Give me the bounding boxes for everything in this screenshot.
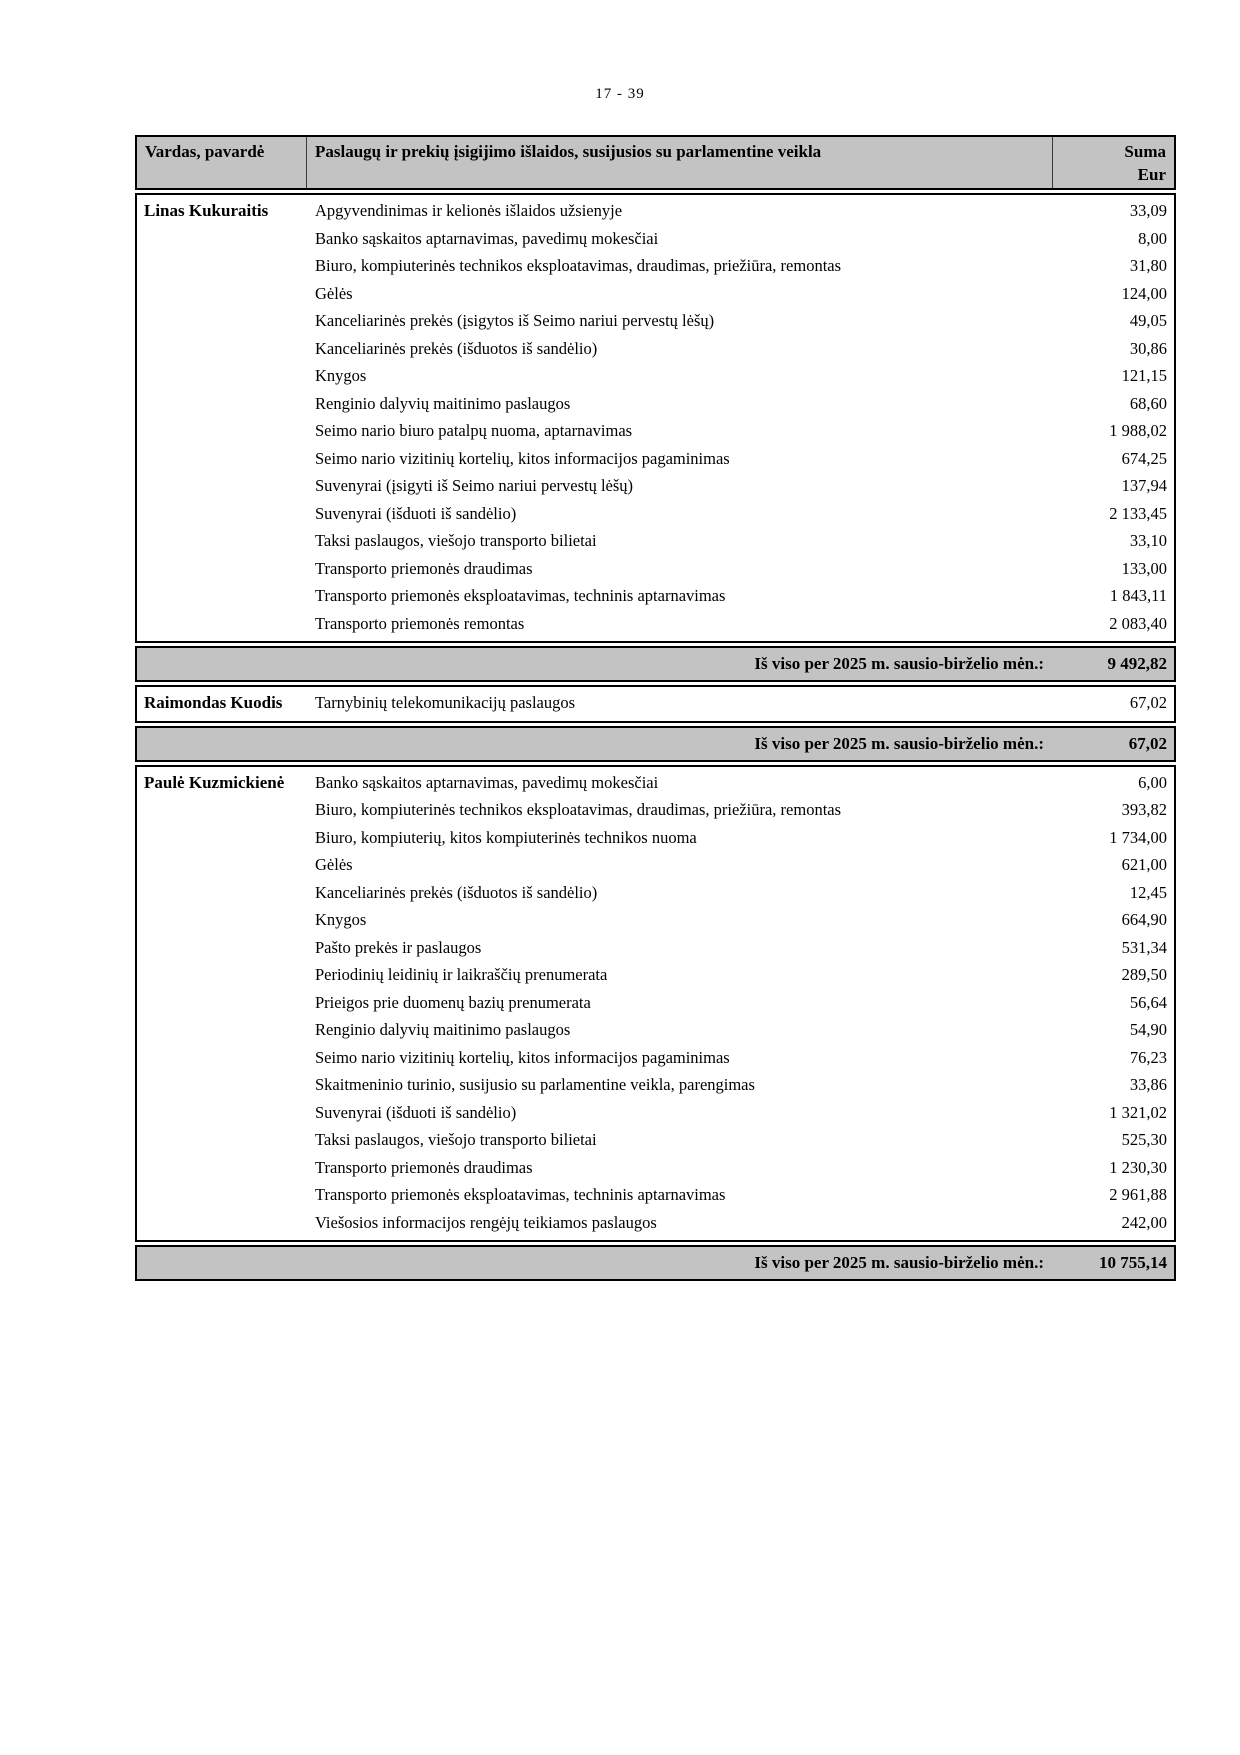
expense-amount: 1 230,30 — [1109, 1157, 1167, 1177]
page-number: 17 - 39 — [595, 86, 645, 102]
table-row — [315, 689, 1174, 717]
table-header-row — [135, 135, 1176, 190]
table-row — [315, 796, 1174, 824]
expense-description: Biuro, kompiuterinės technikos eksploatavimas, draudimas, priežiūra, remontas — [315, 256, 842, 275]
expense-description: Transporto priemonės eksploatavimas, techninis aptarnavimas — [315, 1185, 726, 1204]
expense-description: Skaitmeninio turinio, susijusio su parlamentine veikla, parengimas — [315, 1075, 755, 1094]
expense-amount: 49,05 — [1129, 311, 1167, 330]
expense-description: Suvenyrai (išduoti iš sandėlio) — [315, 1102, 517, 1122]
expense-amount: 30,86 — [1129, 338, 1167, 358]
section-body — [135, 193, 1176, 643]
expense-amount: 8,00 — [1138, 228, 1167, 248]
expense-description: Gėlės — [315, 855, 353, 874]
expense-amount: 664,90 — [1121, 910, 1167, 929]
total-amount: 9 492,82 — [1107, 654, 1167, 673]
expense-amount: 76,23 — [1129, 1047, 1167, 1067]
header-sum-line1: Suma — [1124, 142, 1166, 161]
expense-description: Banko sąskaitos aptarnavimas, pavedimų mokesčiai — [315, 228, 659, 248]
table-row — [315, 252, 1174, 280]
table-row — [315, 906, 1174, 934]
expense-amount: 289,50 — [1121, 965, 1167, 984]
member-name: Linas Kukuraitis — [144, 201, 269, 220]
table-row — [315, 390, 1174, 418]
table-row — [315, 197, 1174, 225]
expense-rows — [315, 197, 1174, 637]
table-row — [315, 1154, 1174, 1182]
expense-amount: 2 133,45 — [1109, 503, 1167, 523]
expense-description: Gėlės — [315, 283, 353, 303]
expense-amount: 2 083,40 — [1109, 613, 1167, 633]
header-name-column: Vardas, pavardė — [137, 137, 307, 188]
table-sections — [135, 193, 1176, 1281]
expense-amount: 525,30 — [1121, 1130, 1167, 1149]
total-amount: 10 755,14 — [1099, 1253, 1167, 1272]
total-label: Iš viso per 2025 m. sausio-birželio mėn.: — [754, 733, 1044, 753]
table-row — [315, 934, 1174, 962]
header-description-column: Paslaugų ir prekių įsigijimo išlaidos, susijusios su parlamentine veikla — [307, 137, 1053, 188]
expense-description: Kanceliarinės prekės (išduotos iš sandėlio) — [315, 338, 598, 358]
expense-description: Biuro, kompiuterių, kitos kompiuterinės technikos nuoma — [315, 827, 697, 847]
section-total-row — [135, 726, 1176, 762]
expense-description: Knygos — [315, 366, 367, 385]
table-row — [315, 1016, 1174, 1044]
expense-amount: 531,34 — [1121, 937, 1167, 957]
expense-amount: 674,25 — [1121, 448, 1167, 468]
expense-description: Tarnybinių telekomunikacijų paslaugos — [315, 693, 576, 712]
table-row — [315, 851, 1174, 879]
expenses-table — [135, 135, 1176, 1284]
expense-amount: 2 961,88 — [1109, 1185, 1167, 1204]
expense-amount: 242,00 — [1121, 1212, 1167, 1232]
table-row — [315, 225, 1174, 253]
table-row — [315, 362, 1174, 390]
expense-amount: 621,00 — [1121, 855, 1167, 874]
table-row — [315, 500, 1174, 528]
expense-description: Biuro, kompiuterinės technikos eksploatavimas, draudimas, priežiūra, remontas — [315, 800, 842, 819]
expense-amount: 54,90 — [1129, 1020, 1167, 1039]
table-row — [315, 417, 1174, 445]
expense-description: Seimo nario biuro patalpų nuoma, aptarnavimas — [315, 421, 633, 440]
table-row — [315, 989, 1174, 1017]
expense-description: Periodinių leidinių ir laikraščių prenumerata — [315, 965, 608, 984]
expense-amount: 393,82 — [1121, 800, 1167, 819]
expense-description: Prieigos prie duomenų bazių prenumerata — [315, 992, 591, 1012]
expense-amount: 68,60 — [1129, 393, 1167, 413]
expense-amount: 1 734,00 — [1109, 827, 1167, 847]
total-label: Iš viso per 2025 m. sausio-birželio mėn.: — [754, 1253, 1044, 1272]
expense-description: Pašto prekės ir paslaugos — [315, 937, 482, 957]
expense-rows — [315, 769, 1174, 1237]
expense-description: Viešosios informacijos rengėjų teikiamos paslaugos — [315, 1212, 657, 1232]
expense-amount: 67,02 — [1129, 693, 1167, 712]
expense-amount: 133,00 — [1121, 558, 1167, 578]
expense-amount: 1 321,02 — [1109, 1102, 1167, 1122]
expense-description: Seimo nario vizitinių kortelių, kitos informacijos pagaminimas — [315, 448, 730, 468]
expense-amount: 56,64 — [1129, 992, 1167, 1012]
expense-description: Suvenyrai (įsigyti iš Seimo nariui pervestų lėšų) — [315, 476, 634, 495]
table-row — [315, 610, 1174, 638]
expense-description: Suvenyrai (išduoti iš sandėlio) — [315, 503, 517, 523]
expense-description: Renginio dalyvių maitinimo paslaugos — [315, 393, 571, 413]
member-name: Paulė Kuzmickienė — [144, 772, 285, 792]
expense-amount: 121,15 — [1121, 366, 1167, 385]
member-name: Raimondas Kuodis — [144, 693, 283, 712]
table-row — [315, 1071, 1174, 1099]
table-row — [315, 445, 1174, 473]
section-total-row — [135, 646, 1176, 682]
section-total-row — [135, 1245, 1176, 1281]
table-row — [315, 1209, 1174, 1237]
expense-description: Knygos — [315, 910, 367, 929]
expense-amount: 12,45 — [1129, 882, 1167, 902]
expense-description: Transporto priemonės remontas — [315, 613, 525, 633]
expense-description: Kanceliarinės prekės (išduotos iš sandėlio) — [315, 882, 598, 902]
expense-description: Transporto priemonės draudimas — [315, 558, 533, 578]
table-row — [315, 1044, 1174, 1072]
table-row — [315, 335, 1174, 363]
expense-rows — [315, 689, 1174, 717]
expense-description: Taksi paslaugos, viešojo transporto bilietai — [315, 531, 597, 550]
table-row — [315, 879, 1174, 907]
table-row — [315, 1181, 1174, 1209]
table-row — [315, 527, 1174, 555]
expense-amount: 33,09 — [1129, 201, 1167, 220]
table-row — [315, 555, 1174, 583]
table-row — [315, 582, 1174, 610]
expense-description: Seimo nario vizitinių kortelių, kitos informacijos pagaminimas — [315, 1047, 730, 1067]
section-body — [135, 685, 1176, 723]
expense-amount: 33,10 — [1129, 531, 1167, 550]
expense-description: Kanceliarinės prekės (įsigytos iš Seimo nariui pervestų lėšų) — [315, 311, 715, 330]
table-row — [315, 280, 1174, 308]
table-row — [315, 824, 1174, 852]
expense-amount: 31,80 — [1129, 256, 1167, 275]
expense-amount: 6,00 — [1138, 772, 1167, 792]
table-row — [315, 1099, 1174, 1127]
expense-amount: 124,00 — [1121, 283, 1167, 303]
table-row — [315, 472, 1174, 500]
expense-description: Apgyvendinimas ir kelionės išlaidos užsienyje — [315, 201, 623, 220]
header-sum-line2: Eur — [1137, 165, 1166, 184]
header-sum-column — [1053, 137, 1174, 188]
table-row — [315, 769, 1174, 797]
expense-description: Banko sąskaitos aptarnavimas, pavedimų mokesčiai — [315, 772, 659, 792]
table-row — [315, 307, 1174, 335]
expense-description: Taksi paslaugos, viešojo transporto bilietai — [315, 1130, 597, 1149]
expense-amount: 137,94 — [1121, 476, 1167, 495]
table-row — [315, 1126, 1174, 1154]
expense-amount: 1 843,11 — [1109, 586, 1167, 605]
total-amount: 67,02 — [1128, 733, 1167, 753]
expense-description: Transporto priemonės eksploatavimas, techninis aptarnavimas — [315, 586, 726, 605]
section-body — [135, 765, 1176, 1243]
expense-amount: 33,86 — [1129, 1075, 1167, 1094]
table-row — [315, 961, 1174, 989]
total-label: Iš viso per 2025 m. sausio-birželio mėn.: — [754, 654, 1044, 673]
expense-amount: 1 988,02 — [1109, 421, 1167, 440]
expense-description: Renginio dalyvių maitinimo paslaugos — [315, 1020, 571, 1039]
expense-description: Transporto priemonės draudimas — [315, 1157, 533, 1177]
